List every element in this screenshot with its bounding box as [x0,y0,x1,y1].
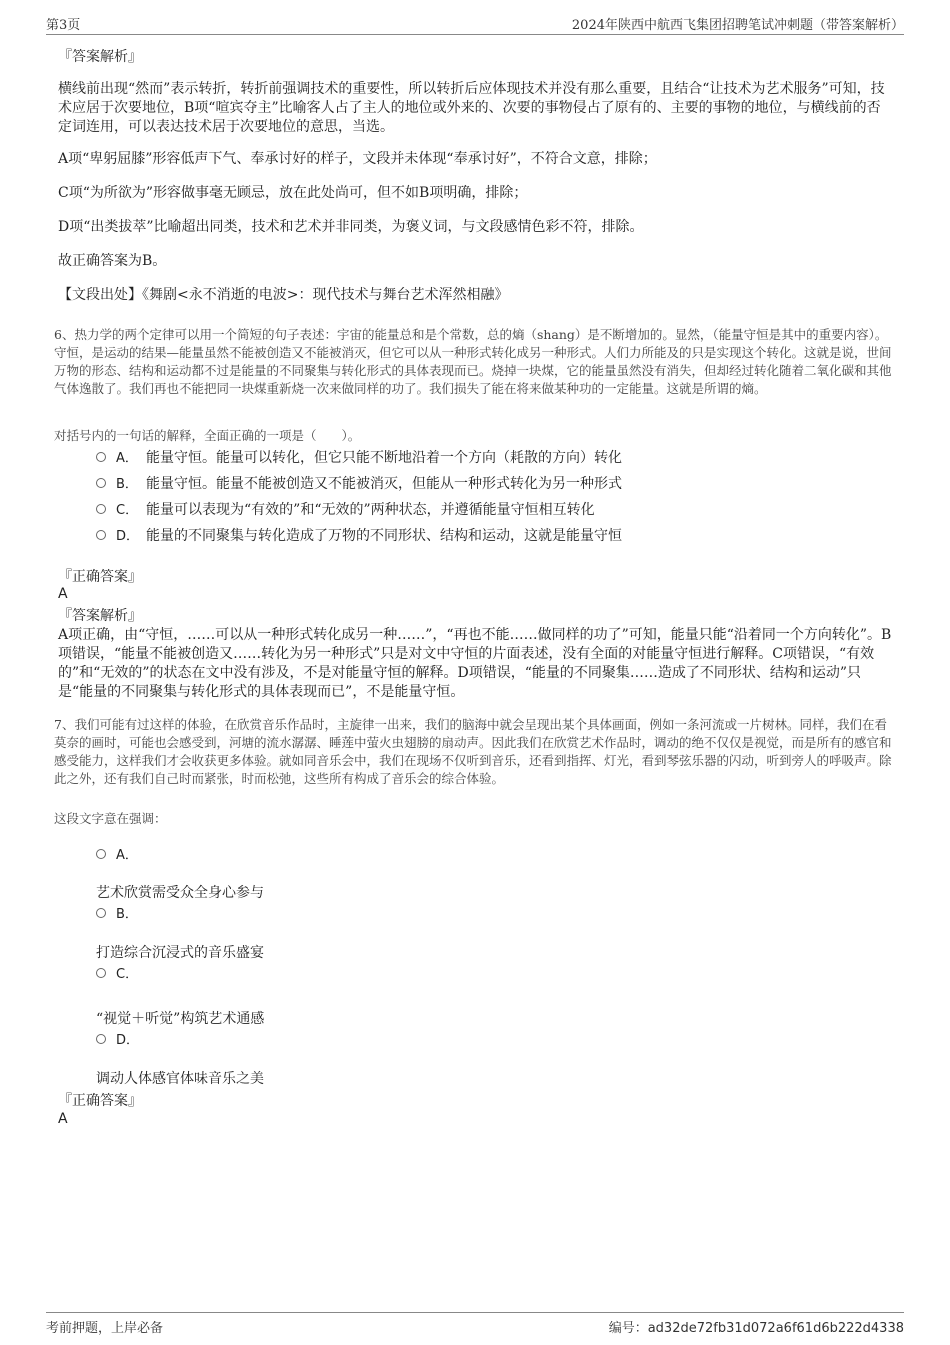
radio-icon[interactable] [96,530,106,540]
q6-answer-title: 『正确答案』 [58,569,142,585]
q5-analysis-title: 『答案解析』 [58,49,142,65]
q7-option-a[interactable]: A． [96,845,146,865]
radio-icon[interactable] [96,504,106,514]
radio-icon[interactable] [96,478,106,488]
document-title: 2024年陕西中航西飞集团招聘笔试冲刺题（带答案解析） [571,18,904,33]
page-number: 第3页 [46,18,81,33]
q5-analysis-p1: 横线前出现“然而”表示转折，转折前强调技术的重要性，所以转折后应体现技术并没有那么重要，且结合“让技术为艺术服务”可知，技术应居于次要地位，B项“喧宾夺主”比喻客人占了主人的地位或外来的、次要的事物侵占了原有的、主要的事物的地位，与横线前的否定词连用，可以表达技术居于次要地位的意思，当选。 [58,81,885,135]
q6-option-a[interactable]: A． 能量守恒。能量可以转化，但它只能不断地沿着一个方向（耗散的方向）转化 [96,448,622,468]
q7-option-b[interactable]: B． [96,904,146,924]
q7-question: 这段文字意在强调： [54,811,167,826]
q6-analysis: A项正确，由“守恒，……可以从一种形式转化成另一种……”，“再也不能……做同样的功了”可知，能量只能“沿着同一个方向转化”。B项错误，“能量不能被创造又……转化为另一种形式”只是对文中守恒的片面表述，没有全面的对能量守恒进行解释。C项错误，“有效的”和“无效的”的状态在文中没有涉及，不是对能量守恒的解释。D项错误，“能量的不同聚集……造成了不同形状、结构和运动”只是“能量的不同聚集与转化形式的具体表现而已”，不是能量守恒。 [58,627,892,700]
q6-analysis-title: 『答案解析』 [58,608,142,624]
q7-option-b-text: 打造综合沉浸式的音乐盛宴 [96,945,264,961]
radio-icon[interactable] [96,1034,106,1044]
q5-analysis-c: C项“为所欲为”形容做事毫无顾忌，放在此处尚可，但不如B项明确，排除； [58,185,528,201]
q6-stem: 6、热力学的两个定律可以用一个简短的句子表述：宇宙的能量总和是个常数，总的熵（shang）是不断增加的。显然，（能量守恒是其中的重要内容）。守恒，是运动的结果—能量虽然不能被创造又不能被消灭，但它可以从一种形式转化成另一种形式。人们力所能及的只是实现这个转化。这就是说，世间万物的形态、结构和运动都不过是能量的不同聚集与转化形式的具体表现而已。烧掉一块煤，它的能量虽然没有消失，但却经过转化随着二氧化碳和其他气体逸散了。我们再也不能把同一块煤重新烧一次来做同样的功了。我们损失了能在将来做某种功的一定能量。这就是所谓的熵。 [54,327,892,396]
q6-option-c[interactable]: C． 能量可以表现为“有效的”和“无效的”两种状态，并遵循能量守恒相互转化 [96,500,595,520]
q6-option-d[interactable]: D． 能量的不同聚集与转化造成了万物的不同形状、结构和运动，这就是能量守恒 [96,526,622,546]
q6-answer: A [58,586,68,602]
q7-answer: A [58,1111,68,1127]
footer-slogan: 考前押题，上岸必备 [46,1321,164,1336]
q7-option-d-text: 调动人体感官体味音乐之美 [96,1071,264,1087]
q5-analysis-a: A项“卑躬屈膝”形容低声下气、奉承讨好的样子，文段并未体现“奉承讨好”，不符合文意，排除； [58,151,657,167]
q7-option-d[interactable]: D． [96,1030,146,1050]
page-footer [46,1312,904,1335]
q5-conclusion: 故正确答案为B。 [58,253,167,269]
footer-code-label: 编号： [608,1321,648,1336]
radio-icon[interactable] [96,849,106,859]
q6-question: 对括号内的一句话的解释，全面正确的一项是（ ）。 [54,428,361,443]
q7-stem: 7、我们可能有过这样的体验，在欣赏音乐作品时，主旋律一出来，我们的脑海中就会呈现出某个具体画面，例如一条河流或一片树林。同样，我们在看莫奈的画时，可能也会感受到，河塘的流水潺潺、睡莲中萤火虫翅膀的扇动声。因此我们在欣赏艺术作品时，调动的绝不仅仅是视觉，而是所有的感官和感受能力，这样我们才会收获更多体验。就如同音乐会中，我们在现场不仅听到音乐，还看到指挥、灯光，看到琴弦乐器的闪动，听到旁人的呼吸声。除此之外，还有我们自己时而紧张，时而松弛，这些所有构成了音乐会的综合体验。 [54,717,892,786]
footer-code-value: ad32de72fb31d072a6f61d6b222d4338 [647,1321,904,1336]
page-header [46,12,904,35]
radio-icon[interactable] [96,908,106,918]
q5-source: 【文段出处】《舞剧<永不消逝的电波>：现代技术与舞台艺术浑然相融》 [58,287,509,303]
q5-analysis-d: D项“出类拔萃”比喻超出同类，技术和艺术并非同类，为褒义词，与文段感情色彩不符，排除。 [58,219,644,235]
footer-code [609,1317,904,1336]
q7-option-c[interactable]: C． [96,964,146,984]
q7-answer-title: 『正确答案』 [58,1093,142,1109]
q6-option-b[interactable]: B． 能量守恒。能量不能被创造又不能被消灭，但能从一种形式转化为另一种形式 [96,474,622,494]
radio-icon[interactable] [96,452,106,462]
q7-option-c-text: “视觉＋听觉”构筑艺术通感 [96,1011,265,1027]
radio-icon[interactable] [96,968,106,978]
q7-option-a-text: 艺术欣赏需受众全身心参与 [96,885,264,901]
